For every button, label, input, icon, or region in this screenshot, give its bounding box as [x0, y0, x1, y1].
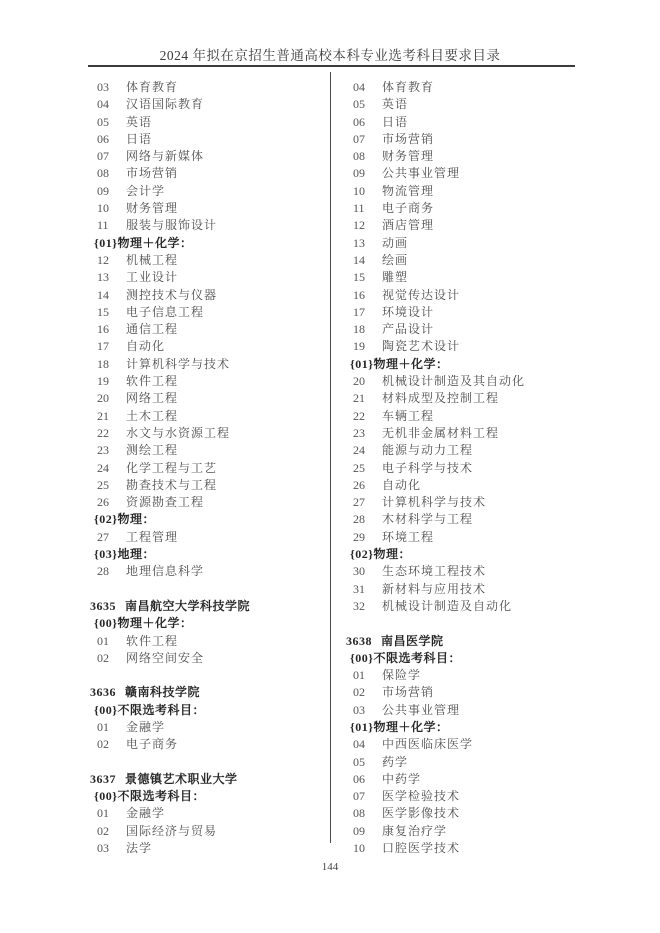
major-number: 25: [353, 460, 365, 475]
page-number: 144: [321, 861, 339, 873]
major-number: 03: [97, 80, 109, 94]
major-item: [90, 321, 326, 338]
major-item: [346, 788, 582, 805]
major-number: 24: [353, 443, 365, 458]
major-number: 14: [97, 287, 109, 302]
major-number: 22: [97, 425, 109, 440]
major-item: [346, 823, 582, 840]
major-name: 金融学: [126, 719, 166, 734]
major-item: [346, 200, 582, 217]
subject-requirement-heading: [346, 356, 582, 373]
major-name: 木材科学与工程: [382, 512, 474, 527]
major-number: 07: [97, 149, 109, 164]
major-number: 10: [97, 201, 109, 216]
major-number: 15: [97, 304, 109, 319]
major-name: 机械工程: [126, 252, 179, 267]
major-item: [346, 217, 582, 234]
subject-requirement-heading: [346, 546, 582, 563]
major-name: 通信工程: [126, 322, 179, 337]
major-number: 09: [97, 183, 109, 198]
major-name: 国际经济与贸易: [126, 823, 218, 838]
major-name: 计算机科学与技术: [382, 495, 487, 510]
major-number: 19: [97, 374, 109, 389]
major-name: 化学工程与工艺: [126, 460, 218, 475]
major-item: [346, 494, 582, 511]
major-item: [346, 338, 582, 355]
major-item: [346, 477, 582, 494]
major-number: 29: [353, 529, 365, 544]
subject-requirement-text: {02}物理：: [350, 547, 411, 562]
major-name: 网络工程: [126, 391, 179, 406]
major-name: 英语: [382, 97, 409, 112]
major-item: [346, 287, 582, 304]
major-item: [90, 338, 326, 355]
major-name: 市场营销: [382, 685, 435, 700]
college-code: 3638: [346, 633, 372, 648]
subject-requirement-text: {03}地理：: [94, 547, 155, 562]
major-number: 12: [353, 218, 365, 233]
subject-requirement-heading: [90, 788, 326, 805]
major-number: 25: [97, 477, 109, 492]
major-number: 28: [353, 512, 365, 527]
subject-requirement-text: {01}物理＋化学：: [94, 235, 193, 250]
major-number: 28: [97, 564, 109, 579]
major-item: [90, 736, 326, 753]
major-item: [90, 217, 326, 234]
college-name: 景德镇艺术职业大学: [125, 771, 238, 786]
college-heading: [90, 684, 326, 701]
major-item: [346, 460, 582, 477]
major-name: 酒店管理: [382, 218, 435, 233]
major-name: 软件工程: [126, 633, 179, 648]
major-number: 03: [353, 702, 365, 717]
major-name: 电子商务: [126, 737, 179, 752]
major-number: 31: [353, 581, 365, 596]
major-item: [346, 771, 582, 788]
major-name: 市场营销: [382, 131, 435, 146]
major-item: [90, 114, 326, 131]
major-number: 10: [353, 183, 365, 198]
major-number: 15: [353, 270, 365, 285]
major-number: 08: [97, 166, 109, 181]
major-item: [90, 269, 326, 286]
major-name: 自动化: [126, 339, 166, 354]
major-item: [90, 805, 326, 822]
major-number: 17: [353, 304, 365, 319]
major-item: [90, 460, 326, 477]
major-number: 27: [97, 529, 109, 544]
major-number: 24: [97, 460, 109, 475]
major-item: [346, 684, 582, 701]
subject-requirement-text: {00}不限选考科目：: [94, 702, 205, 717]
college-code: 3636: [90, 685, 116, 700]
major-name: 医学影像技术: [382, 806, 461, 821]
major-name: 会计学: [126, 183, 166, 198]
major-number: 26: [353, 477, 365, 492]
major-item: [346, 805, 582, 822]
college-name: 南昌医学院: [381, 633, 444, 648]
page-title: 2024 年拟在京招生普通高校本科专业选考科目要求目录: [159, 48, 501, 63]
major-item: [346, 442, 582, 459]
major-number: 01: [97, 633, 109, 648]
subject-requirement-heading: [90, 235, 326, 252]
major-number: 18: [353, 322, 365, 337]
subject-requirement-text: {00}不限选考科目：: [350, 650, 461, 665]
major-item: [90, 356, 326, 373]
major-item: [90, 529, 326, 546]
major-item: [346, 79, 582, 96]
major-number: 32: [353, 598, 365, 613]
major-name: 中药学: [382, 771, 422, 786]
college-heading: [90, 771, 326, 788]
major-number: 01: [353, 668, 365, 683]
major-name: 财务管理: [126, 201, 179, 216]
major-number: 11: [353, 201, 365, 216]
major-number: 13: [97, 270, 109, 285]
major-number: 06: [97, 131, 109, 146]
major-number: 02: [353, 685, 365, 700]
major-number: 21: [353, 391, 365, 406]
major-number: 17: [97, 339, 109, 354]
major-name: 软件工程: [126, 374, 179, 389]
major-item: [346, 304, 582, 321]
section-gap: [90, 581, 326, 598]
major-item: [90, 633, 326, 650]
major-item: [90, 650, 326, 667]
major-item: [90, 200, 326, 217]
major-item: [346, 114, 582, 131]
major-item: [346, 736, 582, 753]
major-name: 机械设计制造及自动化: [382, 598, 513, 613]
major-item: [90, 390, 326, 407]
major-name: 新材料与应用技术: [382, 581, 487, 596]
major-name: 视觉传达设计: [382, 287, 461, 302]
major-item: [90, 148, 326, 165]
major-name: 物流管理: [382, 183, 435, 198]
major-number: 16: [353, 287, 365, 302]
major-name: 日语: [126, 131, 153, 146]
major-name: 绘画: [382, 252, 409, 267]
subject-requirement-text: {01}物理＋化学：: [350, 719, 449, 734]
major-name: 勘查技术与工程: [126, 477, 218, 492]
major-number: 30: [353, 564, 365, 579]
major-name: 环境工程: [382, 529, 435, 544]
major-name: 中西医临床医学: [382, 737, 474, 752]
major-name: 康复治疗学: [382, 823, 448, 838]
major-number: 20: [353, 374, 365, 389]
major-number: 06: [353, 771, 365, 786]
major-name: 能源与动力工程: [382, 443, 474, 458]
major-number: 23: [97, 443, 109, 458]
major-number: 22: [353, 408, 365, 423]
major-item: [90, 304, 326, 321]
major-number: 27: [353, 495, 365, 510]
major-name: 计算机科学与技术: [126, 356, 231, 371]
subject-requirement-text: {00}物理＋化学：: [94, 616, 193, 631]
major-number: 05: [97, 114, 109, 129]
major-name: 环境设计: [382, 304, 435, 319]
major-name: 工业设计: [126, 270, 179, 285]
major-name: 日语: [382, 114, 409, 129]
major-name: 材料成型及控制工程: [382, 391, 500, 406]
college-name: 赣南科技学院: [125, 685, 201, 700]
major-item: [90, 79, 326, 96]
major-item: [346, 165, 582, 182]
major-number: 09: [353, 166, 365, 181]
major-item: [346, 269, 582, 286]
major-name: 工程管理: [126, 529, 179, 544]
subject-requirement-heading: [90, 615, 326, 632]
major-number: 03: [97, 841, 109, 856]
major-name: 财务管理: [382, 149, 435, 164]
major-name: 汉语国际教育: [126, 97, 205, 112]
major-name: 测控技术与仪器: [126, 287, 218, 302]
major-name: 电子信息工程: [126, 304, 205, 319]
major-number: 10: [353, 841, 365, 856]
major-item: [90, 131, 326, 148]
major-name: 机械设计制造及其自动化: [382, 374, 526, 389]
college-code: 3635: [90, 598, 116, 613]
major-number: 01: [97, 806, 109, 821]
major-item: [90, 823, 326, 840]
major-number: 02: [97, 737, 109, 752]
major-item: [346, 511, 582, 528]
right-column: [346, 79, 582, 857]
major-number: 05: [353, 754, 365, 769]
college-heading: [346, 633, 582, 650]
major-number: 14: [353, 252, 365, 267]
major-name: 网络空间安全: [126, 650, 205, 665]
major-name: 水文与水资源工程: [126, 425, 231, 440]
major-number: 08: [353, 149, 365, 164]
subject-requirement-heading: [346, 719, 582, 736]
major-name: 土木工程: [126, 408, 179, 423]
major-number: 09: [353, 823, 365, 838]
major-name: 法学: [126, 841, 153, 856]
left-column: [90, 79, 326, 857]
major-item: [90, 563, 326, 580]
major-number: 19: [353, 339, 365, 354]
major-name: 体育教育: [126, 80, 179, 94]
major-name: 医学检验技术: [382, 789, 461, 804]
major-item: [90, 840, 326, 857]
major-item: [346, 96, 582, 113]
major-item: [90, 287, 326, 304]
subject-requirement-text: {00}不限选考科目：: [94, 789, 205, 804]
major-item: [346, 754, 582, 771]
subject-requirement-heading: [90, 546, 326, 563]
college-code: 3637: [90, 771, 116, 786]
major-item: [346, 373, 582, 390]
major-number: 01: [97, 719, 109, 734]
major-item: [346, 148, 582, 165]
major-item: [346, 390, 582, 407]
major-number: 04: [353, 80, 365, 94]
major-number: 02: [97, 650, 109, 665]
major-item: [90, 408, 326, 425]
major-number: 12: [97, 252, 109, 267]
major-number: 18: [97, 356, 109, 371]
major-item: [346, 840, 582, 857]
subject-requirement-text: {02}物理：: [94, 512, 155, 527]
subject-requirement-heading: [90, 511, 326, 528]
major-name: 地理信息科学: [126, 564, 205, 579]
major-name: 公共事业管理: [382, 702, 461, 717]
major-name: 动画: [382, 235, 409, 250]
major-name: 车辆工程: [382, 408, 435, 423]
major-item: [346, 131, 582, 148]
major-item: [90, 165, 326, 182]
major-number: 26: [97, 495, 109, 510]
major-number: 20: [97, 391, 109, 406]
major-item: [90, 183, 326, 200]
major-name: 电子商务: [382, 201, 435, 216]
major-number: 04: [353, 737, 365, 752]
major-number: 07: [353, 131, 365, 146]
title-rule: [88, 65, 575, 67]
subject-requirement-heading: [90, 702, 326, 719]
major-number: 21: [97, 408, 109, 423]
major-name: 陶瓷艺术设计: [382, 339, 461, 354]
major-number: 02: [97, 823, 109, 838]
major-item: [346, 183, 582, 200]
major-item: [346, 667, 582, 684]
section-gap: [346, 615, 582, 632]
major-number: 07: [353, 789, 365, 804]
major-number: 05: [353, 97, 365, 112]
major-name: 保险学: [382, 668, 422, 683]
major-name: 雕塑: [382, 270, 409, 285]
section-gap: [90, 754, 326, 771]
major-name: 药学: [382, 754, 409, 769]
major-item: [346, 529, 582, 546]
major-item: [90, 96, 326, 113]
major-item: [346, 581, 582, 598]
major-name: 金融学: [126, 806, 166, 821]
major-item: [90, 494, 326, 511]
major-name: 无机非金属材料工程: [382, 425, 500, 440]
major-name: 生态环境工程技术: [382, 564, 487, 579]
college-heading: [90, 598, 326, 615]
college-name: 南昌航空大学科技学院: [125, 598, 251, 613]
major-name: 服装与服饰设计: [126, 218, 218, 233]
major-item: [90, 442, 326, 459]
major-name: 市场营销: [126, 166, 179, 181]
major-item: [346, 425, 582, 442]
major-number: 08: [353, 806, 365, 821]
major-name: 英语: [126, 114, 153, 129]
column-divider: [330, 72, 331, 843]
major-item: [346, 598, 582, 615]
major-item: [346, 563, 582, 580]
section-gap: [90, 667, 326, 684]
major-number: 06: [353, 114, 365, 129]
major-name: 自动化: [382, 477, 422, 492]
major-name: 产品设计: [382, 322, 435, 337]
major-item: [90, 373, 326, 390]
major-number: 13: [353, 235, 365, 250]
major-number: 16: [97, 322, 109, 337]
subject-requirement-heading: [346, 650, 582, 667]
major-item: [90, 252, 326, 269]
major-item: [90, 425, 326, 442]
subject-requirement-text: {01}物理＋化学：: [350, 356, 449, 371]
major-name: 网络与新媒体: [126, 149, 205, 164]
major-item: [346, 252, 582, 269]
major-item: [346, 235, 582, 252]
major-name: 资源勘查工程: [126, 495, 205, 510]
major-item: [346, 408, 582, 425]
major-item: [90, 477, 326, 494]
major-number: 04: [97, 97, 109, 112]
major-item: [90, 719, 326, 736]
major-name: 公共事业管理: [382, 166, 461, 181]
major-number: 23: [353, 425, 365, 440]
major-name: 体育教育: [382, 80, 435, 94]
major-item: [346, 321, 582, 338]
major-name: 测绘工程: [126, 443, 179, 458]
major-name: 口腔医学技术: [382, 841, 461, 856]
major-item: [346, 702, 582, 719]
major-number: 11: [97, 218, 109, 233]
major-name: 电子科学与技术: [382, 460, 474, 475]
